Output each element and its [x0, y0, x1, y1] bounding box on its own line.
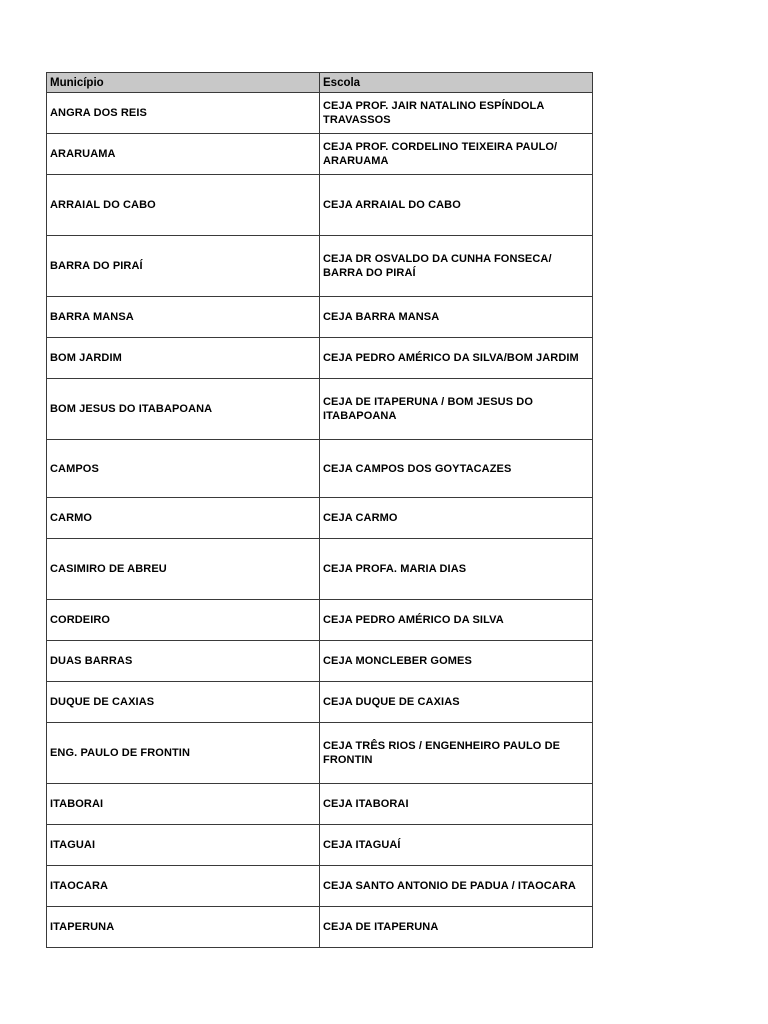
escola-text: CEJA CAMPOS DOS GOYTACAZES [323, 462, 512, 475]
municipio-text: CAMPOS [50, 462, 99, 475]
municipio-cell [47, 907, 320, 948]
escola-cell [320, 134, 593, 175]
municipio-cell [47, 379, 320, 440]
table-row [47, 338, 593, 379]
table-row [47, 682, 593, 723]
escola-text: CEJA TRÊS RIOS / ENGENHEIRO PAULO DE FRONTIN [323, 740, 561, 766]
municipio-cell [47, 539, 320, 600]
municipio-text: ITAOCARA [50, 880, 109, 892]
escola-cell [320, 93, 593, 134]
escola-cell [320, 175, 593, 236]
municipio-cell [47, 825, 320, 866]
escola-text: CEJA ITAGUAÍ [323, 839, 401, 851]
table-row [47, 134, 593, 175]
escola-cell [320, 641, 593, 682]
escola-text: CEJA PEDRO AMÉRICO DA SILVA [323, 614, 504, 626]
escola-text: CEJA ARRAIAL DO CABO [323, 199, 461, 211]
municipio-text: ARARUAMA [50, 148, 116, 160]
escola-text: CEJA DE ITAPERUNA / BOM JESUS DO ITABAPOANA [323, 396, 533, 422]
header-row [47, 73, 593, 93]
table-row [47, 539, 593, 600]
municipio-cell [47, 866, 320, 907]
escola-text: CEJA PEDRO AMÉRICO DA SILVA/BOM JARDIM [323, 352, 579, 364]
municipio-cell [47, 175, 320, 236]
municipio-cell [47, 297, 320, 338]
table-row [47, 440, 593, 498]
escola-cell [320, 907, 593, 948]
table-row [47, 236, 593, 297]
escola-text: CEJA DUQUE DE CAXIAS [323, 696, 460, 708]
municipio-text: ANGRA DOS REIS [50, 107, 147, 119]
escola-cell [320, 297, 593, 338]
municipio-text: BOM JESUS DO ITABAPOANA [50, 403, 213, 415]
municipio-cell [47, 682, 320, 723]
table-row [47, 723, 593, 784]
municipio-cell [47, 723, 320, 784]
escola-text: CEJA DR OSVALDO DA CUNHA FONSECA/ BARRA DO PIRAÍ [323, 253, 552, 279]
municipio-text: ITAGUAI [50, 839, 96, 851]
escola-cell [320, 379, 593, 440]
municipio-cell [47, 93, 320, 134]
escola-text: CEJA PROFA. MARIA DIAS [323, 563, 467, 575]
municipio-cell [47, 600, 320, 641]
table-row [47, 907, 593, 948]
escola-text: CEJA PROF. JAIR NATALINO ESPÍNDOLA TRAVASSOS [323, 100, 544, 126]
municipio-text: DUAS BARRAS [50, 655, 133, 667]
escola-cell [320, 539, 593, 600]
escola-cell [320, 866, 593, 907]
municipio-cell [47, 236, 320, 297]
escola-text: CEJA DE ITAPERUNA [323, 921, 439, 933]
table-row [47, 175, 593, 236]
escola-text: CEJA SANTO ANTONIO DE PADUA / ITAOCARA [323, 880, 576, 892]
escola-cell [320, 440, 593, 498]
table-row [47, 93, 593, 134]
table-row [47, 825, 593, 866]
municipio-cell [47, 338, 320, 379]
municipio-cell [47, 134, 320, 175]
municipio-text: BOM JARDIM [50, 352, 122, 364]
municipio-text: ITAPERUNA [50, 921, 115, 933]
escola-text: CEJA MONCLEBER GOMES [323, 655, 472, 667]
municipio-text: CASIMIRO DE ABREU [50, 563, 167, 575]
municipio-text: ITABORAI [50, 798, 104, 810]
table-row [47, 600, 593, 641]
escola-text: CEJA BARRA MANSA [323, 311, 440, 323]
municipio-text: ARRAIAL DO CABO [50, 199, 156, 211]
municipio-text: BARRA DO PIRAÍ [50, 260, 143, 272]
escola-cell [320, 600, 593, 641]
escola-text: CEJA CARMO [323, 512, 398, 524]
escola-text: CEJA PROF. CORDELINO TEIXEIRA PAULO/ ARARUAMA [323, 141, 558, 167]
header-municipio: Município [47, 73, 320, 93]
escola-cell [320, 784, 593, 825]
table-row [47, 297, 593, 338]
escola-text: CEJA ITABORAI [323, 798, 409, 810]
escola-cell [320, 682, 593, 723]
municipio-text: DUQUE DE CAXIAS [50, 696, 155, 708]
table-row [47, 498, 593, 539]
municipio-cell [47, 440, 320, 498]
table-row [47, 641, 593, 682]
table-row [47, 379, 593, 440]
municipio-text: ENG. PAULO DE FRONTIN [50, 747, 191, 759]
escola-cell [320, 236, 593, 297]
header-escola: Escola [320, 73, 593, 93]
municipio-text: CARMO [50, 512, 93, 524]
municipio-cell [47, 784, 320, 825]
spreadsheet-page [46, 72, 592, 948]
municipio-cell [47, 498, 320, 539]
table-row [47, 866, 593, 907]
municipio-escola-table [46, 72, 593, 948]
table-row [47, 784, 593, 825]
escola-cell [320, 723, 593, 784]
escola-cell [320, 338, 593, 379]
escola-cell [320, 825, 593, 866]
municipio-text: CORDEIRO [50, 614, 111, 626]
municipio-text: BARRA MANSA [50, 311, 134, 323]
escola-cell [320, 498, 593, 539]
municipio-cell [47, 641, 320, 682]
